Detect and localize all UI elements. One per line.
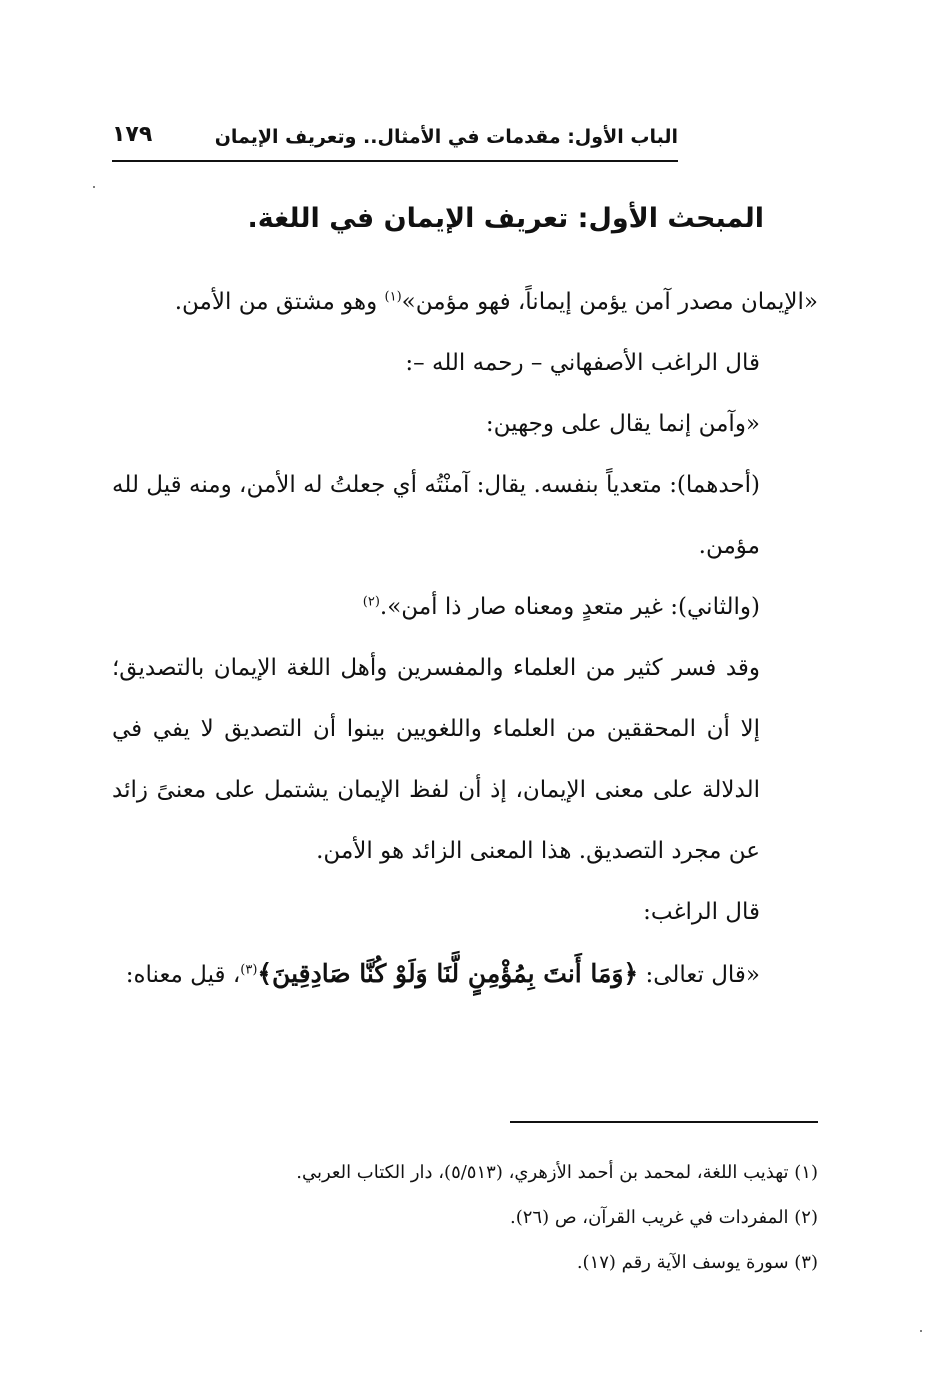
footnote-ref-2: (٢) — [362, 594, 380, 610]
running-header-title: الباب الأول: مقدمات في الأمثال.. وتعريف الإيمان — [214, 126, 678, 148]
quran-lead: «قال تعالى: — [638, 962, 760, 988]
footnote-1: (١) تهذيب اللغة، لمحمد بن أحمد الأزهري، (٥/٥١٣)، دار الكتاب العربي. — [296, 1162, 818, 1183]
section-title: المبحث الأول: تعريف الإيمان في اللغة. — [247, 203, 764, 234]
footnote-2: (٢) المفردات في غريب القرآن، ص (٢٦). — [509, 1207, 818, 1228]
footnote-rule — [510, 1121, 818, 1123]
paragraph-definition-tail: وهو مشتق من الأمن. — [174, 289, 385, 315]
scan-speck — [920, 1330, 922, 1332]
footnote-ref-1: (١) — [384, 289, 402, 305]
paragraph-quran-quote — [112, 943, 818, 1006]
page-number: ١٧٩ — [112, 122, 153, 147]
body-text — [112, 272, 818, 1006]
header-rule — [112, 160, 678, 162]
paragraph-first-way: (أحدهما): متعدياً بنفسه. يقال: آمنْتُه أي جعلتُ له الأمن، ومنه قيل لله مؤمن. — [112, 472, 760, 559]
paragraph-raghib-intro: قال الراغب الأصفهاني – رحمه الله –: — [405, 350, 760, 376]
scan-speck — [93, 186, 95, 188]
paragraph-definition — [112, 272, 818, 333]
paragraph-second-way — [112, 577, 818, 638]
paragraph-definition-text: «الإيمان مصدر آمن يؤمن إيماناً، فهو مؤمن» — [401, 289, 818, 315]
running-header — [112, 120, 678, 160]
paragraph-two-ways: «وآمن إنما يقال على وجهين: — [485, 411, 760, 437]
paragraph-raghib-said: قال الراغب: — [643, 899, 760, 925]
quran-tail: ، قيل معناه: — [125, 962, 241, 988]
paragraph-second-way-text: (والثاني): غير متعدٍ ومعناه صار ذا أمن». — [379, 594, 760, 620]
footnote-3: (٣) سورة يوسف الآية رقم (١٧). — [576, 1252, 818, 1273]
footnotes — [112, 1150, 818, 1285]
quran-verse: ﴿وَمَا أَنتَ بِمُؤْمِنٍ لَّنَا وَلَوْ كُنَّا صَادِقِينَ﴾ — [257, 959, 639, 988]
footnote-ref-3: (٣) — [240, 962, 258, 978]
paragraph-tasdiq: وقد فسر كثير من العلماء والمفسرين وأهل اللغة الإيمان بالتصديق؛ إلا أن المحققين من العلماء واللغويين بينوا أن التصديق لا يفي في الدلالة على معنى الإيمان، إذ أن لفظ الإيمان يشتمل على معنىً زائد عن مجرد التصديق. هذا المعنى الزائد هو الأمن. — [112, 655, 760, 864]
